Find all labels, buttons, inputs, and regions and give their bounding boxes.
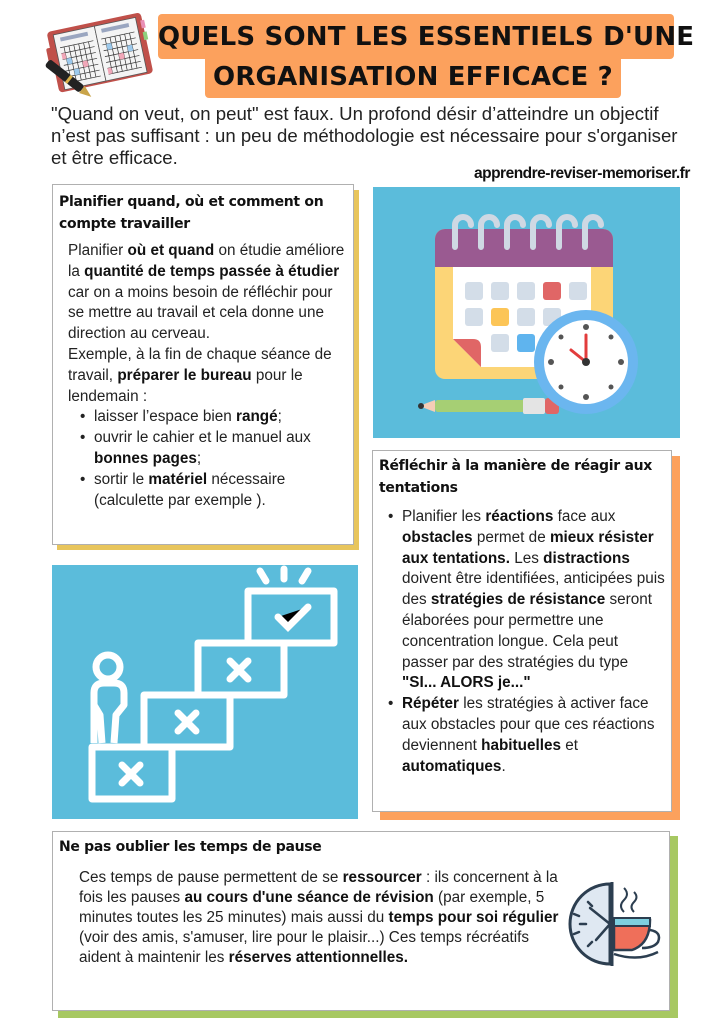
clock-coffee-cup-icon xyxy=(566,878,670,968)
text-run: Planifier les xyxy=(402,508,486,525)
section2-title: Réfléchir à la manière de réagir aux tentations xyxy=(379,458,652,496)
text-run: car on a moins besoin de réfléchir pour se mettre au travail et cela donne une direction au cerveau. xyxy=(68,283,333,343)
bold-text: préparer le bureau xyxy=(117,366,252,384)
section-planifier xyxy=(52,184,354,545)
bold-text: quantité de temps passée à étudier xyxy=(84,262,340,280)
text-run: seront élaborées pour permettre une concentration longue. Cela peut passer par des stratégies du type xyxy=(402,591,652,671)
site-url[interactable]: apprendre-reviser-memoriser.fr xyxy=(474,165,690,182)
bold-text: où et quand xyxy=(127,242,215,259)
text-run: ouvrir le cahier et le manuel aux xyxy=(94,429,311,447)
text-run: : ils concernent à la fois les pauses xyxy=(79,869,558,906)
bold-text: bonnes pages xyxy=(94,449,197,467)
section3-body xyxy=(59,868,569,968)
bold-text: Répéter xyxy=(402,695,459,713)
section-tentations xyxy=(372,450,672,812)
bold-text: habituelles xyxy=(481,736,562,754)
section1-bullet-list xyxy=(68,407,347,511)
text-run: Exemple, à la fin de chaque séance de travail, xyxy=(68,345,332,384)
bold-text: ressourcer xyxy=(342,869,422,886)
bullet-item xyxy=(80,470,347,512)
bold-text: "SI... ALORS je..." xyxy=(402,674,531,692)
text-run: permet de xyxy=(472,528,550,546)
bold-text: rangé xyxy=(236,408,278,426)
bold-text: matériel xyxy=(148,470,208,488)
bold-text: automatiques xyxy=(402,757,502,775)
intro-text: "Quand on veut, on peut" est faux. Un profond désir d’atteindre un objectif n’est pas suffisant : un peu de méthodologie est nécessaire pour s'organiser et être efficace. xyxy=(51,103,678,168)
bold-text: temps pour soi régulier xyxy=(388,909,559,926)
section3-title: Ne pas oublier les temps de pause xyxy=(59,839,322,855)
text-run: face aux xyxy=(553,508,616,525)
bold-text: au cours d'une séance de révision xyxy=(184,889,434,906)
text-run: pour le lendemain : xyxy=(68,366,303,405)
text-run: ; xyxy=(277,408,282,426)
text-run: Les xyxy=(509,549,544,567)
bullet-item xyxy=(80,407,347,428)
text-run: ; xyxy=(196,449,202,467)
text-run: et xyxy=(561,736,579,754)
page-title-line1: QUELS SONT LES ESSENTIELS D'UNE xyxy=(158,22,695,52)
bullet-item xyxy=(388,507,665,694)
bold-text: distractions xyxy=(543,549,630,567)
text-run: Ces temps de pause permettent de se xyxy=(79,869,343,886)
section1-paragraph2 xyxy=(68,345,347,407)
bold-text: stratégies de résistance xyxy=(430,591,606,609)
section1-title: Planifier quand, où et comment on compte travailler xyxy=(59,194,324,232)
bold-text: obstacles xyxy=(402,528,473,546)
text-run: doivent être identifiées, anticipées puis des xyxy=(402,570,665,609)
page-title-line2: ORGANISATION EFFICACE ? xyxy=(213,62,613,92)
text-run: Planifier xyxy=(68,242,128,259)
section2-bullet-list xyxy=(388,507,665,777)
text-run: . xyxy=(501,757,506,775)
bold-text: réactions xyxy=(485,508,554,525)
stairs-progress-person-icon xyxy=(52,565,358,819)
text-run: les stratégies à activer face aux obstacles pour que ces réactions deviennent xyxy=(402,695,655,754)
bold-text: réserves attentionnelles. xyxy=(228,949,409,966)
section1-paragraph1 xyxy=(68,241,347,345)
text-run: (voir des amis, s'amuser, lire pour le plaisir...) Ces temps récréatifs aident à maintenir les xyxy=(79,929,530,966)
text-run: nécessaire (calculette par exemple ). xyxy=(94,470,286,509)
bullet-item xyxy=(388,694,665,777)
text-run: sortir le xyxy=(94,470,149,488)
text-run: on étudie améliore la xyxy=(68,242,345,280)
text-run: laisser l’espace bien xyxy=(94,408,236,426)
bullet-item xyxy=(80,428,347,470)
bold-text: mieux résister aux tentations. xyxy=(402,528,654,567)
calendar-clock-pencil-icon xyxy=(373,187,680,438)
text-run: (par exemple, 5 minutes toutes les 25 minutes) mais aussi du xyxy=(79,889,545,926)
planner-notebook-icon xyxy=(38,8,156,98)
